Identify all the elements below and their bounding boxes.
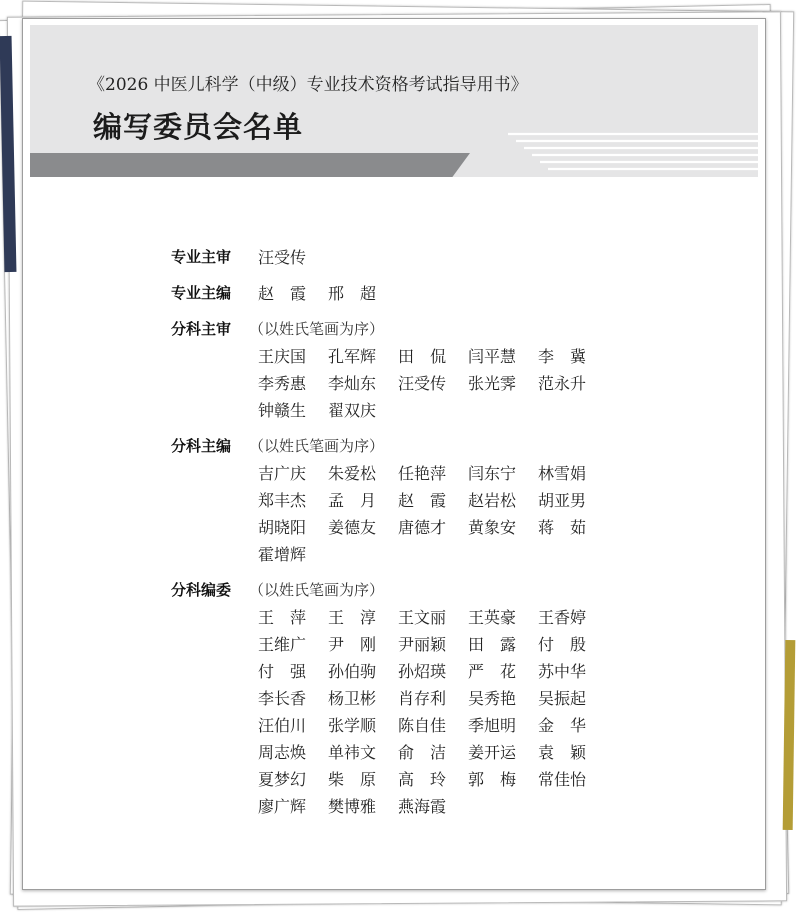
role-note: （以姓氏笔画为序） (249, 581, 385, 599)
person-name: 唐德才 (398, 518, 447, 537)
person-name: 任艳萍 (398, 464, 447, 483)
person-name: 王庆国 (258, 347, 307, 366)
person-name: 王 萍 (258, 608, 307, 627)
person-name: 钟赣生 (258, 401, 307, 420)
person-name: 王香婷 (538, 608, 587, 627)
person-name: 孟 月 (328, 491, 377, 510)
person-name: 姜开运 (468, 743, 517, 762)
person-name: 王维广 (258, 635, 307, 654)
person-name: 尹丽颖 (398, 635, 447, 654)
person-name: 李 冀 (538, 347, 587, 366)
person-name: 付 殷 (538, 635, 587, 654)
person-name: 霍增辉 (258, 545, 307, 564)
person-name: 邢 超 (328, 284, 377, 303)
person-name: 燕海霞 (398, 797, 447, 816)
person-name: 尹 刚 (328, 635, 377, 654)
person-name: 夏梦幻 (258, 770, 307, 789)
person-name: 田 侃 (398, 347, 447, 366)
header-stripes (498, 121, 758, 177)
role-note: （以姓氏笔画为序） (249, 320, 385, 338)
role-label: 专业主编 (171, 284, 232, 302)
section-title: 编写委员会名单 (93, 110, 304, 144)
person-name: 单祎文 (328, 743, 377, 762)
person-name: 汪受传 (398, 374, 447, 393)
document-page (22, 18, 766, 890)
person-name: 朱爱松 (328, 464, 377, 483)
person-name: 袁 颖 (538, 743, 587, 762)
person-name: 范永升 (538, 374, 587, 393)
person-name: 柴 原 (328, 770, 377, 789)
person-name: 张学顺 (328, 716, 377, 735)
person-name: 翟双庆 (328, 401, 377, 420)
role-label: 分科主审 (171, 320, 232, 338)
person-name: 汪伯川 (258, 716, 307, 735)
person-name: 严 花 (468, 662, 517, 681)
role-label: 分科编委 (171, 581, 232, 599)
person-name: 林雪娟 (538, 464, 587, 483)
person-name: 吴秀艳 (468, 689, 517, 708)
person-name: 李长香 (258, 689, 307, 708)
role-note: （以姓氏笔画为序） (249, 437, 385, 455)
person-name: 吉广庆 (258, 464, 307, 483)
person-name: 周志焕 (258, 743, 307, 762)
person-name: 郑丰杰 (258, 491, 307, 510)
person-name: 樊博雅 (328, 797, 377, 816)
person-name: 付 强 (258, 662, 307, 681)
person-name: 杨卫彬 (328, 689, 377, 708)
person-name: 张光霁 (468, 374, 517, 393)
person-name: 赵 霞 (398, 491, 447, 510)
person-name: 孙炤瑛 (398, 662, 447, 681)
book-title: 《2026 中医儿科学（中级）专业技术资格考试指导用书》 (88, 75, 528, 95)
person-name: 李秀惠 (258, 374, 307, 393)
person-name: 田 露 (468, 635, 517, 654)
person-name: 吴振起 (538, 689, 587, 708)
person-name: 赵岩松 (468, 491, 517, 510)
role-label: 专业主审 (171, 248, 232, 266)
person-name: 季旭明 (468, 716, 517, 735)
person-name: 闫平慧 (468, 347, 517, 366)
person-name: 王 淳 (328, 608, 377, 627)
person-name: 王文丽 (398, 608, 447, 627)
person-name: 苏中华 (538, 662, 587, 681)
person-name: 胡亚男 (538, 491, 587, 510)
person-name: 孙伯驹 (328, 662, 377, 681)
book-edge (783, 640, 796, 830)
person-name: 俞 洁 (398, 743, 447, 762)
person-name: 孔军辉 (328, 347, 377, 366)
person-name: 金 华 (538, 716, 587, 735)
header-band (30, 153, 470, 177)
person-name: 高 玲 (398, 770, 447, 789)
person-name: 闫东宁 (468, 464, 517, 483)
person-name: 汪受传 (258, 248, 307, 267)
person-name: 蒋 茹 (538, 518, 587, 537)
person-name: 姜德友 (328, 518, 377, 537)
person-name: 常佳怡 (538, 770, 587, 789)
person-name: 黄象安 (468, 518, 517, 537)
person-name: 郭 梅 (468, 770, 517, 789)
person-name: 赵 霞 (258, 284, 307, 303)
person-name: 王英豪 (468, 608, 517, 627)
person-name: 肖存利 (398, 689, 447, 708)
person-name: 陈自佳 (398, 716, 447, 735)
person-name: 李灿东 (328, 374, 377, 393)
role-label: 分科主编 (171, 437, 232, 455)
person-name: 胡晓阳 (258, 518, 307, 537)
person-name: 廖广辉 (258, 797, 307, 816)
